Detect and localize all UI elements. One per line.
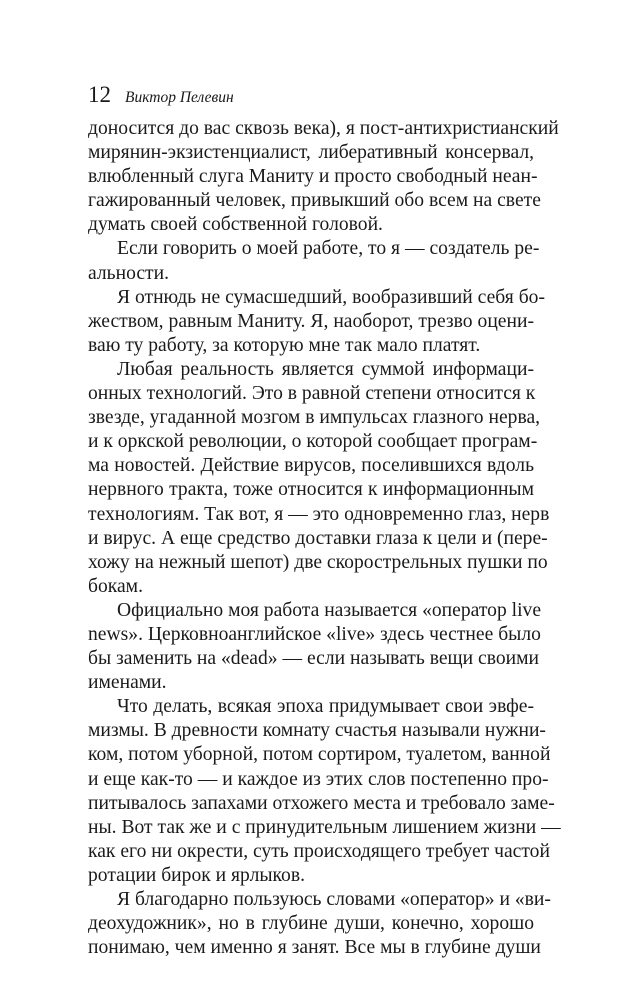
text-line: Официально моя работа называется «оператор live bbox=[117, 599, 542, 621]
text-line: технологиям. Так вот, я — это одновременно глаз, нерв bbox=[88, 503, 550, 525]
running-header bbox=[88, 80, 234, 110]
text-line: нервного тракта, тоже относится к информационным bbox=[88, 479, 534, 501]
text-line: альности. bbox=[88, 262, 169, 284]
text-line: мирянин-экзистенциалист, либеративный консервал, bbox=[88, 142, 534, 164]
text-line: именами. bbox=[88, 672, 167, 694]
text-line: Любая реальность является суммой информаци- bbox=[117, 358, 534, 380]
text-line: ваю ту работу, за которую мне так мало платят. bbox=[88, 334, 481, 356]
text-line: ком, потом уборной, потом сортиром, туалетом, ванной bbox=[88, 744, 551, 766]
text-line: хожу на нежный шепот) две скорострельных пушки по bbox=[88, 551, 548, 573]
text-line: news». Церковноанглийское «live» здесь честнее было bbox=[88, 623, 541, 645]
paragraph bbox=[88, 888, 551, 960]
text-line: мизмы. В древности комнату счастья называли нужни- bbox=[88, 720, 546, 742]
text-line: жеством, равным Маниту. Я, наоборот, трезво оцени- bbox=[88, 310, 534, 332]
paragraph bbox=[88, 599, 542, 695]
paragraph bbox=[88, 695, 561, 888]
page-number: 12 bbox=[88, 82, 111, 107]
body-text bbox=[88, 117, 561, 960]
paragraph bbox=[88, 358, 550, 599]
text-line: деохудожник», но в глубине души, конечно, хорошо bbox=[88, 913, 534, 935]
text-line: бы заменить на «dead» — если называть вещи своими bbox=[88, 648, 539, 670]
text-line: бокам. bbox=[88, 575, 143, 597]
text-line: гажированный человек, привыкший обо всем на свете bbox=[88, 190, 541, 212]
text-line: ма новостей. Действие вирусов, поселившихся вдоль bbox=[88, 455, 534, 477]
text-line: как его ни окрести, суть происходящего требует частой bbox=[88, 840, 550, 862]
text-line: звезде, угаданной мозгом в импульсах глазного нерва, bbox=[88, 407, 541, 429]
text-line: думать своей собственной головой. bbox=[88, 214, 383, 236]
text-line: питывалось запахами отхожего места и требовало заме- bbox=[88, 792, 555, 814]
text-line: Я отнюдь не сумасшедший, вообразивший себя бо- bbox=[117, 286, 545, 308]
text-line: ротации бирок и ярлыков. bbox=[88, 864, 306, 886]
text-line: Если говорить о моей работе, то я — создатель ре- bbox=[117, 238, 540, 260]
text-line: и еще как-то — и каждое из этих слов постепенно про- bbox=[88, 768, 549, 790]
paragraph bbox=[88, 117, 559, 237]
paragraph bbox=[88, 237, 540, 285]
text-line: влюбленный слуга Маниту и просто свободный неан- bbox=[88, 166, 538, 188]
text-line: Что делать, всякая эпоха придумывает свои эвфе- bbox=[117, 696, 534, 718]
text-line: Я благодарно пользуюсь словами «оператор» и «ви- bbox=[117, 889, 551, 910]
paragraph bbox=[88, 286, 545, 358]
text-line: понимаю, чем именно я занят. Все мы в глубине души bbox=[88, 937, 541, 959]
text-line: доносится до вас сквозь века), я пост-антихристианский bbox=[88, 118, 559, 139]
text-line: ны. Вот так же и с принудительным лишением жизни — bbox=[88, 816, 561, 838]
text-line: и вирус. А еще средство доставки глаза к цели и (пере- bbox=[88, 527, 548, 549]
running-header-author: Виктор Пелевин bbox=[125, 89, 234, 106]
text-line: онных технологий. Это в равной степени относится к bbox=[88, 383, 536, 405]
text-line: и к оркской революции, о которой сообщает програм- bbox=[88, 431, 538, 453]
